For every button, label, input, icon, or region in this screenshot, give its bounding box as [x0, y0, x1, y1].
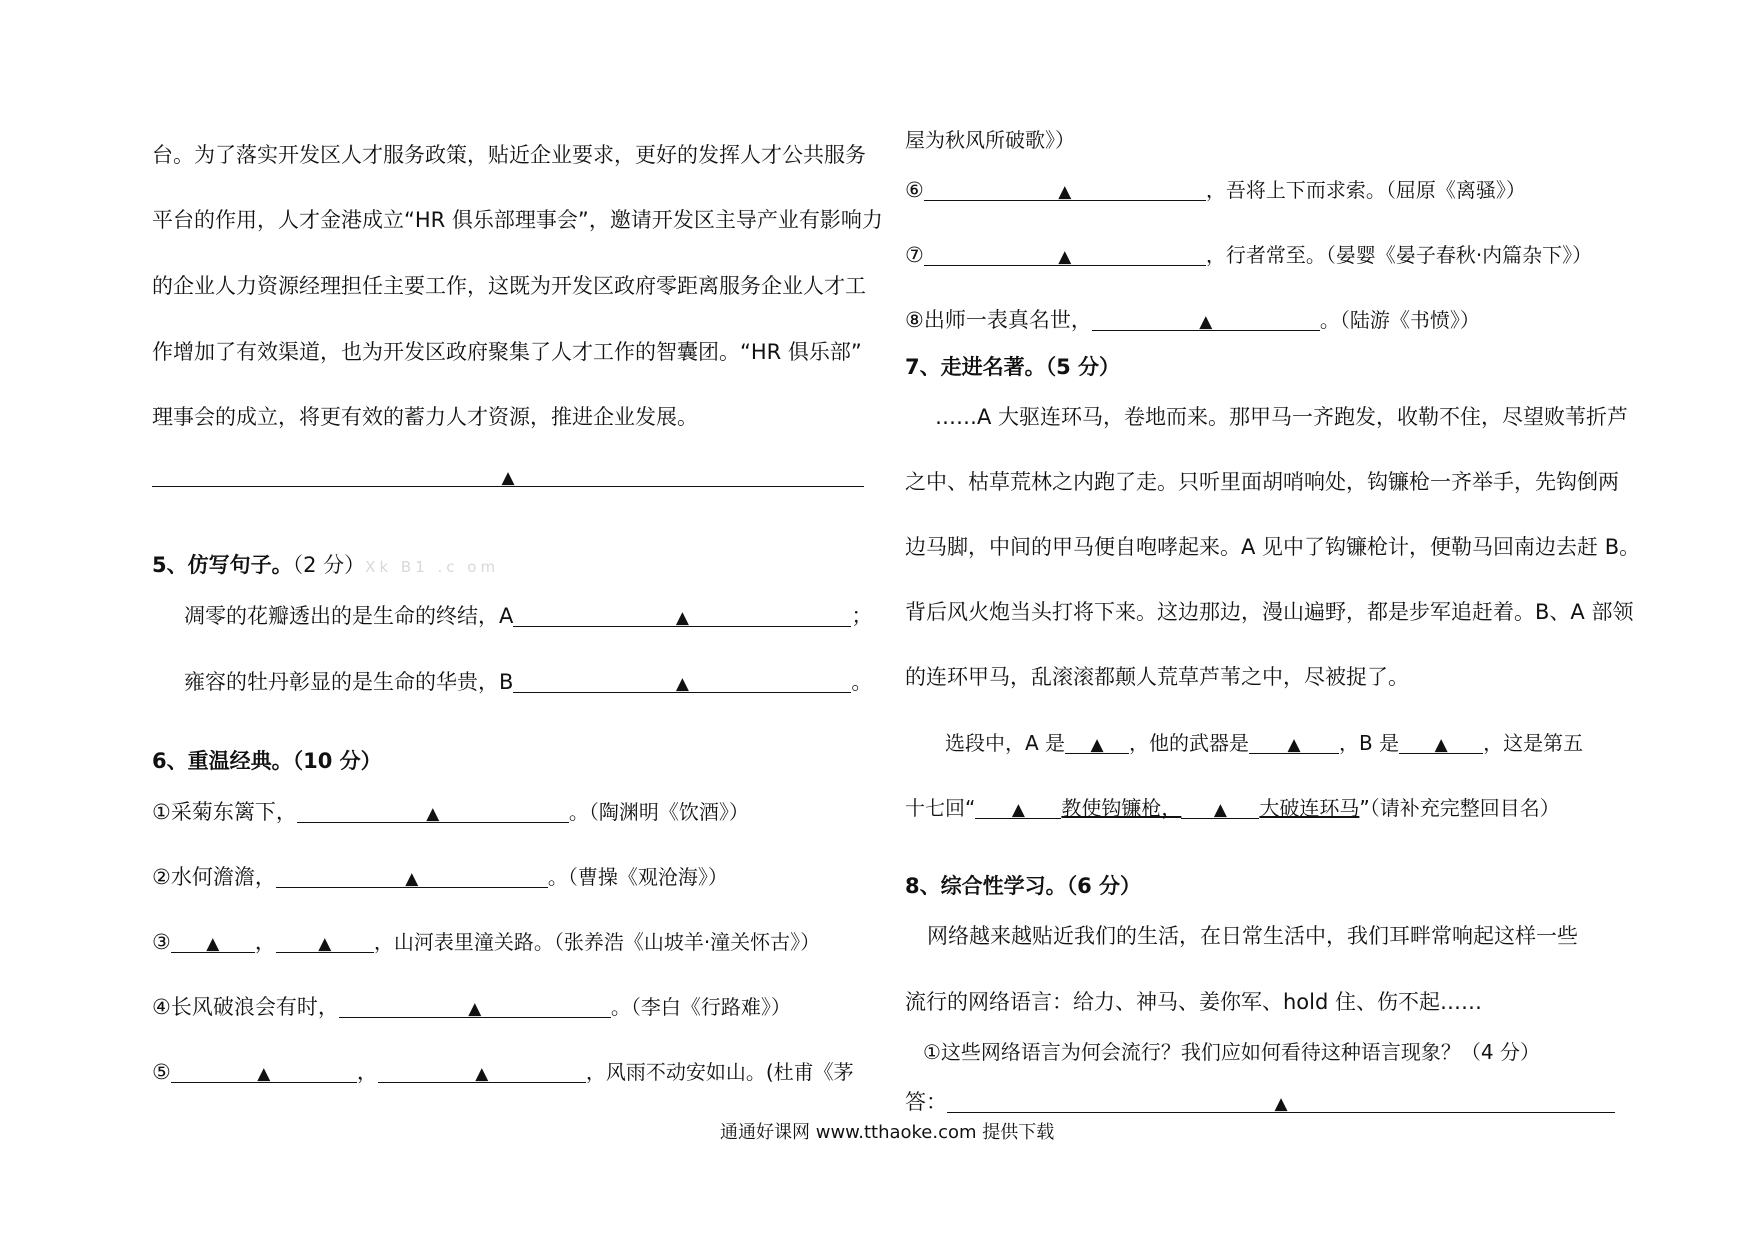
q6-blank-3b[interactable] — [276, 930, 374, 953]
answer-line-q4[interactable] — [152, 464, 864, 488]
q8-sub-question-1: ①这些网络语言为何会流行？我们应如何看待这种语言现象？（4 分） — [923, 1040, 1541, 1064]
q5-score: （2 分） — [292, 553, 366, 577]
q6-title: 6、重温经典。（10 分） — [152, 749, 382, 773]
q6-blank-8[interactable] — [1092, 308, 1320, 331]
q5-line2-end: 。 — [851, 670, 873, 694]
q8-title: 8、综合性学习。（6 分） — [905, 874, 1142, 898]
q7-blank-a[interactable] — [1065, 731, 1129, 754]
answer-marker: ▲ — [426, 804, 440, 824]
q6-line6 — [905, 174, 1526, 203]
q6-l4-post: 。（李白《行路难》） — [610, 995, 791, 1019]
q6-line8 — [905, 304, 1480, 334]
passage-line: 理事会的成立，将更有效的蓄力人才资源，推进企业发展。 — [152, 405, 698, 429]
answer-marker: ▲ — [675, 608, 689, 628]
q8-answer-line — [905, 1086, 1615, 1116]
q6-l5-pre: ⑤ — [152, 1060, 171, 1084]
answer-marker: ▲ — [1213, 800, 1227, 820]
answer-marker: ▲ — [1287, 735, 1301, 755]
q6-l1-pre: ①采菊东篱下， — [152, 800, 297, 824]
q7-text-f: 教使钩镰枪， — [1061, 796, 1182, 820]
q6-line4 — [152, 991, 791, 1021]
answer-marker: ▲ — [257, 1064, 271, 1084]
q6-l8-post: 。（陆游《书愤》） — [1319, 308, 1480, 332]
answer-marker: ▲ — [675, 674, 689, 694]
passage-line: 作增加了有效渠道，也为开发区政府聚集了人才工作的智囊团。“HR 俱乐部” — [152, 340, 862, 364]
answer-marker: ▲ — [1058, 182, 1072, 202]
answer-marker: ▲ — [1011, 800, 1025, 820]
q5-line2 — [184, 666, 872, 696]
q6-blank-5a[interactable] — [171, 1060, 357, 1083]
q7-text-b: ，他的武器是 — [1129, 731, 1250, 755]
q5-line1-text: 凋零的花瓣透出的是生命的终结，A — [184, 604, 514, 628]
answer-marker: ▲ — [206, 934, 220, 954]
q7-text-d: ，这是第五 — [1483, 731, 1584, 755]
answer-marker: ▲ — [1199, 312, 1213, 332]
q6-l7-pre: ⑦ — [905, 243, 924, 267]
q6-l5-post: ，风雨不动安如山。(杜甫《茅 — [585, 1060, 854, 1084]
q6-l8-pre: ⑧出师一表真名世， — [905, 308, 1092, 332]
q6-l1-post: 。（陶渊明《饮酒》） — [568, 800, 749, 824]
passage-line: 的连环甲马，乱滚滚都颠人荒草芦苇之中，尽被捉了。 — [905, 665, 1409, 689]
passage-line: 的企业人力资源经理担任主要工作，这既为开发区政府零距离服务企业人才工 — [152, 274, 866, 298]
footer-credit: 通通好课网 www.tthaoke.com 提供下载 — [720, 1122, 1055, 1143]
answer-marker: ▲ — [1090, 735, 1104, 755]
q6-blank-7[interactable] — [924, 243, 1206, 266]
passage-line: 之中、枯草荒林之内跑了走。只听里面胡哨响处，钩镰枪一齐举手，先钩倒两 — [905, 470, 1619, 494]
passage-line: 背后风火炮当头打将下来。这边那边，漫山遍野，都是步军追赶着。B、A 部领 — [905, 600, 1634, 624]
q5-heading — [152, 549, 499, 579]
q7-blank-weapon[interactable] — [1249, 731, 1339, 754]
q7-blank-chapter-1[interactable] — [975, 796, 1061, 819]
q6-l3-sep: ， — [254, 930, 276, 954]
answer-label: 答： — [905, 1090, 947, 1114]
q5-title: 5、仿写句子。 — [152, 553, 293, 577]
q6-blank-1[interactable] — [297, 800, 569, 823]
q6-l4-pre: ④长风破浪会有时， — [152, 995, 339, 1019]
q6-line3 — [152, 926, 820, 956]
q7-text-a: 选段中，A 是 — [945, 731, 1066, 755]
q7-text-h: ”（请补充完整回目名） — [1359, 796, 1560, 820]
answer-marker: ▲ — [1058, 247, 1072, 267]
passage-line: 平台的作用，人才金港成立“HR 俱乐部理事会”，邀请开发区主导产业有影响力 — [152, 208, 883, 232]
q6-l2-pre: ②水何澹澹， — [152, 865, 276, 889]
q6-line7 — [905, 239, 1592, 268]
q6-line5 — [152, 1056, 854, 1086]
answer-marker: ▲ — [1434, 735, 1448, 755]
q5-blank-a[interactable] — [513, 604, 851, 627]
q7-text-g: 大破连环马 — [1259, 796, 1360, 820]
passage-line: 台。为了落实开发区人才服务政策，贴近企业要求，更好的发挥人才公共服务 — [152, 143, 866, 167]
q6-blank-4[interactable] — [339, 995, 611, 1018]
q5-blank-b[interactable] — [513, 670, 851, 693]
q6-l3-pre: ③ — [152, 930, 171, 954]
watermark-text: Xk B1 .c om — [365, 558, 500, 576]
q6-l6-pre: ⑥ — [905, 178, 924, 202]
q8-answer-blank[interactable] — [947, 1090, 1615, 1113]
q8-paragraph-line: 网络越来越贴近我们的生活，在日常生活中，我们耳畔常响起这样一些 — [927, 924, 1578, 948]
q5-line1 — [184, 600, 872, 630]
passage-line: 边马脚，中间的甲马便自咆哮起来。A 见中了钩镰枪计，便勒马回南边去赶 B。 — [905, 535, 1641, 559]
answer-marker: ▲ — [1274, 1094, 1288, 1114]
q6-line2 — [152, 861, 728, 891]
passage-line: ……A 大驱连环马，卷地而来。那甲马一齐跑发，收勒不住，尽望败苇折芦 — [935, 405, 1629, 429]
q7-question-line1 — [945, 727, 1583, 756]
q6-blank-3a[interactable] — [171, 930, 255, 953]
q7-blank-chapter-2[interactable] — [1181, 796, 1259, 819]
answer-marker: ▲ — [468, 999, 482, 1019]
q7-blank-b[interactable] — [1399, 731, 1483, 754]
answer-marker: ▲ — [475, 1064, 489, 1084]
answer-marker: ▲ — [501, 468, 515, 488]
q6-l7-post: ，行者常至。（晏婴《晏子春秋·内篇杂下》） — [1205, 243, 1593, 267]
q6-line5-cont: 屋为秋风所破歌》） — [905, 128, 1075, 152]
q6-blank-2[interactable] — [276, 865, 548, 888]
answer-marker: ▲ — [405, 869, 419, 889]
q6-l6-post: ，吾将上下而求索。（屈原《离骚》） — [1205, 178, 1526, 202]
q7-text-e: 十七回“ — [905, 796, 976, 820]
q7-text-c: ，B 是 — [1339, 731, 1400, 755]
q6-blank-6[interactable] — [924, 178, 1206, 201]
q8-paragraph-line: 流行的网络语言：给力、神马、姜你军、hold 住、伤不起…… — [905, 990, 1482, 1014]
q6-l2-post: 。（曹操《观沧海》） — [547, 865, 728, 889]
q6-l3-post: ，山河表里潼关路。（张养浩《山坡羊·潼关怀古》） — [373, 930, 821, 954]
q5-line2-text: 雍容的牡丹彰显的是生命的华贵，B — [184, 670, 514, 694]
q5-line1-end: ； — [851, 604, 873, 628]
q7-question-line2 — [905, 792, 1560, 821]
q6-blank-5b[interactable] — [378, 1060, 586, 1083]
answer-marker: ▲ — [318, 934, 332, 954]
q7-title: 7、走进名著。（5 分） — [905, 355, 1121, 379]
q6-l5-sep: ， — [356, 1060, 378, 1084]
q6-line1 — [152, 796, 749, 826]
